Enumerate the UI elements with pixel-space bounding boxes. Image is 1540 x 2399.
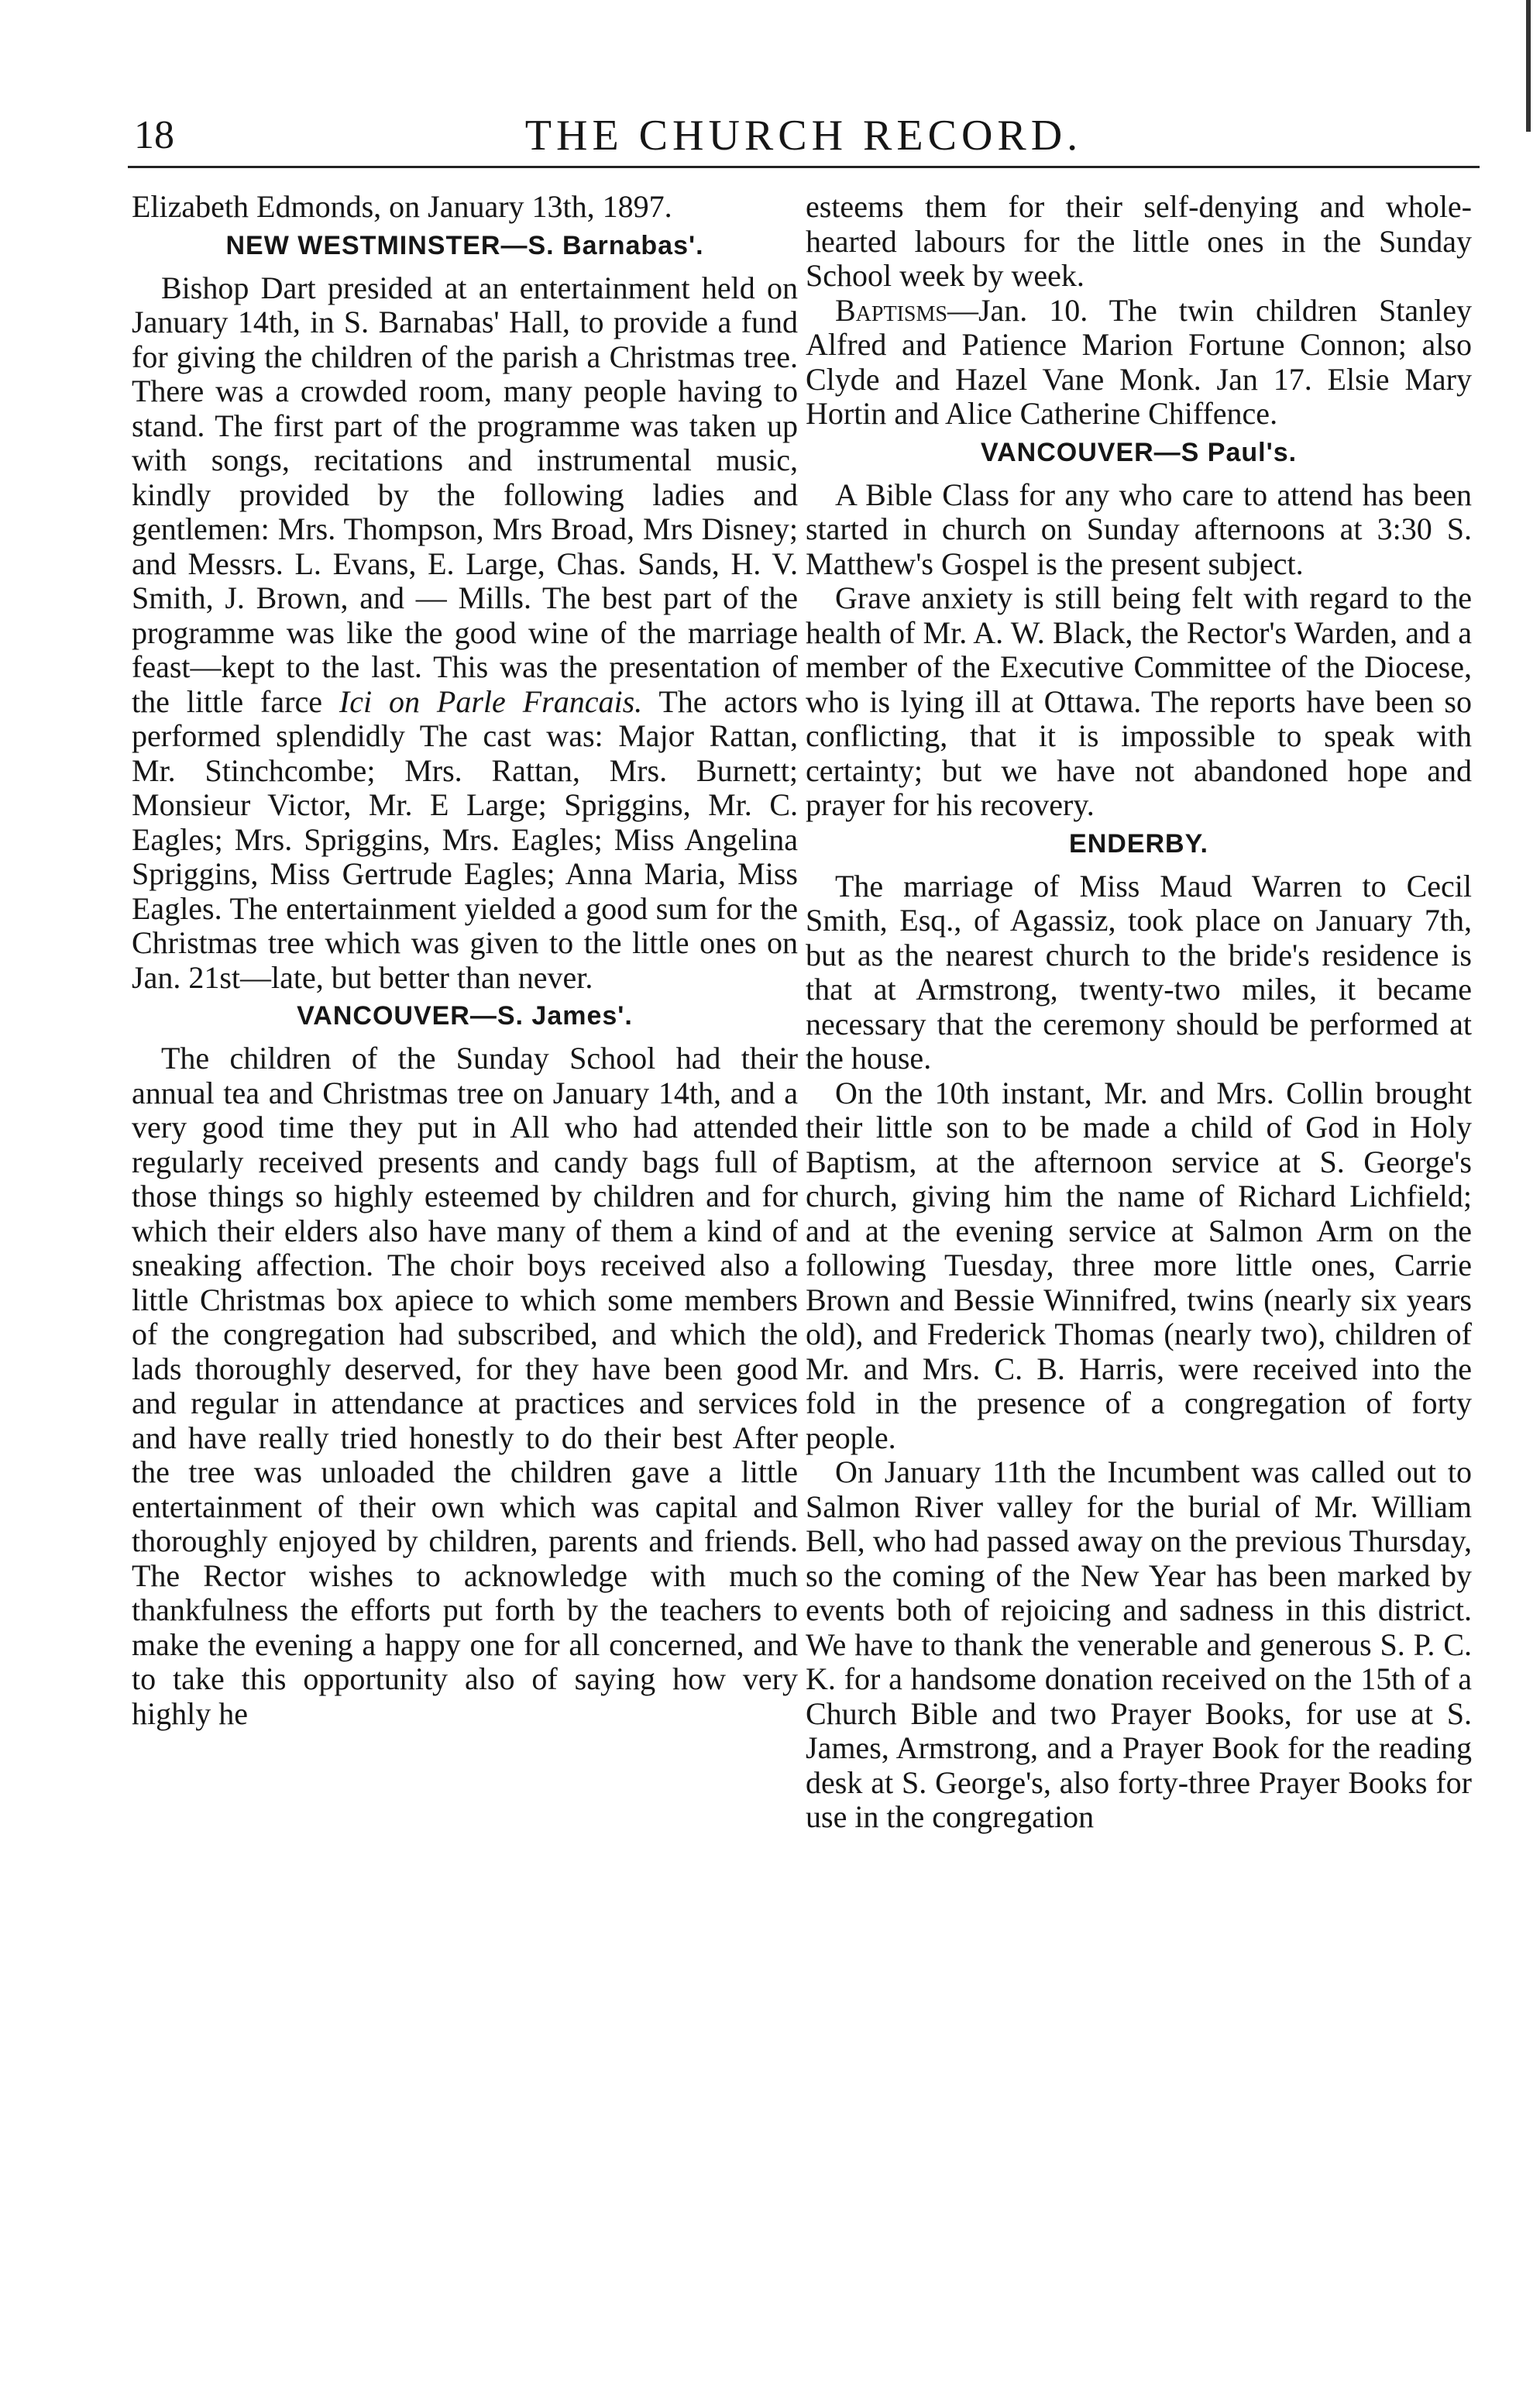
paragraph-baptism-collin: On the 10th instant, Mr. and Mrs. Collin brought their little son to be made a child of God in Holy Baptism, at the afternoon service at S. George's church, giving him the name of Richard Lichfield; and at the evening service at Salmon Arm on the following Tuesday, three more little ones, Carrie Brown and Bessie Winnifred, twins (nearly six years old), and Frederick Thomas (nearly two), children of Mr. and Mrs. C. B. Harris, were received into the fold in the presence of a congregation of forty people. bbox=[806, 1075, 1472, 1455]
paragraph-text: The actors performed splendidly The cast was: Major Rattan, Mr. Stinchcombe; Mrs. Rattan, Mrs. Burnett; Monsieur Victor, Mr. E Large; Spriggins, Mr. C. Eagles; Mrs. Spriggins, Mrs. Eagles; Miss Angelina Spriggins, Miss Gertrude Eagles; Anna Maria, Miss Eagles. The entertainment yielded a good sum for the Christmas tree which was given to the little ones on Jan. 21st—late, but better than never. bbox=[132, 683, 798, 995]
paragraph-bible-class: A Bible Class for any who care to attend has been started in church on Sunday afternoons at 3:30 S. Matthew's Gospel is the present subject. bbox=[806, 477, 1472, 581]
paragraph-anxiety: Grave anxiety is still being felt with regard to the health of Mr. A. W. Black, the Rector's Warden, and a member of the Executive Committee of the Diocese, who is lying ill at Ottawa. The reports have been so conflicting, that it is impossible to speak with certainty; but we have not abandoned hope and prayer for his recovery. bbox=[806, 580, 1472, 822]
running-title: THE CHURCH RECORD. bbox=[524, 112, 1083, 160]
section-heading-new-westminster: NEW WESTMINSTER—S. Barnabas'. bbox=[225, 230, 704, 260]
paragraph-text: Bishop Dart presided at an entertainment held on January 14th, in S. Barnabas' Hall, to provide a fund for giving the children of the parish a Christmas tree. There was a crowded room, many people having to stand. The first part of the programme was taken up with songs, recitations and instrumental music, kindly provided by the following ladies and gentlemen: Mrs. Thompson, Mrs Broad, Mrs Disney; and Messrs. L. Evans, E. Large, Chas. Sands, H. V. Smith, J. Brown, and — Mills. The best part of the programme was like the good wine of the marriage feast—kept to the last. This was the presentation of the little farce bbox=[132, 270, 798, 719]
section-heading-vancouver-st-pauls: VANCOUVER—S Paul's. bbox=[980, 437, 1298, 467]
paragraph-baptisms bbox=[806, 294, 1472, 432]
section-heading-vancouver-st-james: VANCOUVER—S. James'. bbox=[297, 1001, 633, 1031]
right-column bbox=[806, 190, 1472, 2359]
paragraph-marriage: The marriage of Miss Maud Warren to Cecil Smith, Esq., of Agassiz, took place on January 7th, but as the nearest church to the bride's residence is that at Armstrong, twenty-two miles, it became necessary that the ceremony should be performed at the house. bbox=[806, 868, 1472, 1076]
section-heading-enderby: ENDERBY. bbox=[1069, 828, 1208, 859]
page-number: 18 bbox=[134, 113, 174, 157]
paragraph-entertainment bbox=[132, 271, 798, 996]
play-title: Ici on Parle Francais. bbox=[339, 683, 643, 719]
baptisms-label: Baptisms bbox=[835, 292, 947, 328]
header-rule bbox=[128, 166, 1480, 168]
scan-edge-mark bbox=[1526, 0, 1531, 132]
paragraph-sunday-school: The children of the Sunday School had their annual tea and Christmas tree on January 14th, and a very good time they put in All who had attended regularly received presents and candy bags full of those things so highly esteemed by children and for which their elders also have many of them a kind of sneaking affection. The choir boys received also a little Christmas box apiece to which some members of the congregation had subscribed, and which the lads thoroughly deserved, for they have been good and regular in attendance at practices and services and have really tried honestly to do their best After the tree was unloaded the children gave a little entertainment of their own which was capital and thoroughly enjoyed by children, parents and friends. The Rector wishes to acknowledge with much thankfulness the efforts put forth by the teachers to make the evening a happy one for all concerned, and to take this opportunity also of saying how very highly he bbox=[132, 1041, 798, 1731]
paragraph-continued: esteems them for their self-denying and whole-hearted labours for the little ones in the Sunday School week by week. bbox=[806, 190, 1472, 293]
paragraph-burial: On January 11th the Incumbent was called out to Salmon River valley for the burial of Mr. William Bell, who had passed away on the previous Thursday, so the coming of the New Year has been marked by events both of rejoicing and sadness in this district. We have to thank the venerable and generous S. P. C. K. for a handsome donation received on the 15th of a Church Bible and two Prayer Books, for use at S. James, Armstrong, and a Prayer Book for the reading desk at S. George's, also forty-three Prayer Books for use in the congregation bbox=[806, 1454, 1472, 1834]
left-column bbox=[132, 190, 798, 2359]
paragraph-text: —Jan. 10. The twin children Stanley Alfred and Patience Marion Fortune Connon; also Clyde and Hazel Vane Monk. Jan 17. Elsie Mary Hortin and Alice Catherine Chiffence. bbox=[806, 292, 1472, 431]
paragraph-continued: Elizabeth Edmonds, on January 13th, 1897. bbox=[132, 190, 672, 224]
